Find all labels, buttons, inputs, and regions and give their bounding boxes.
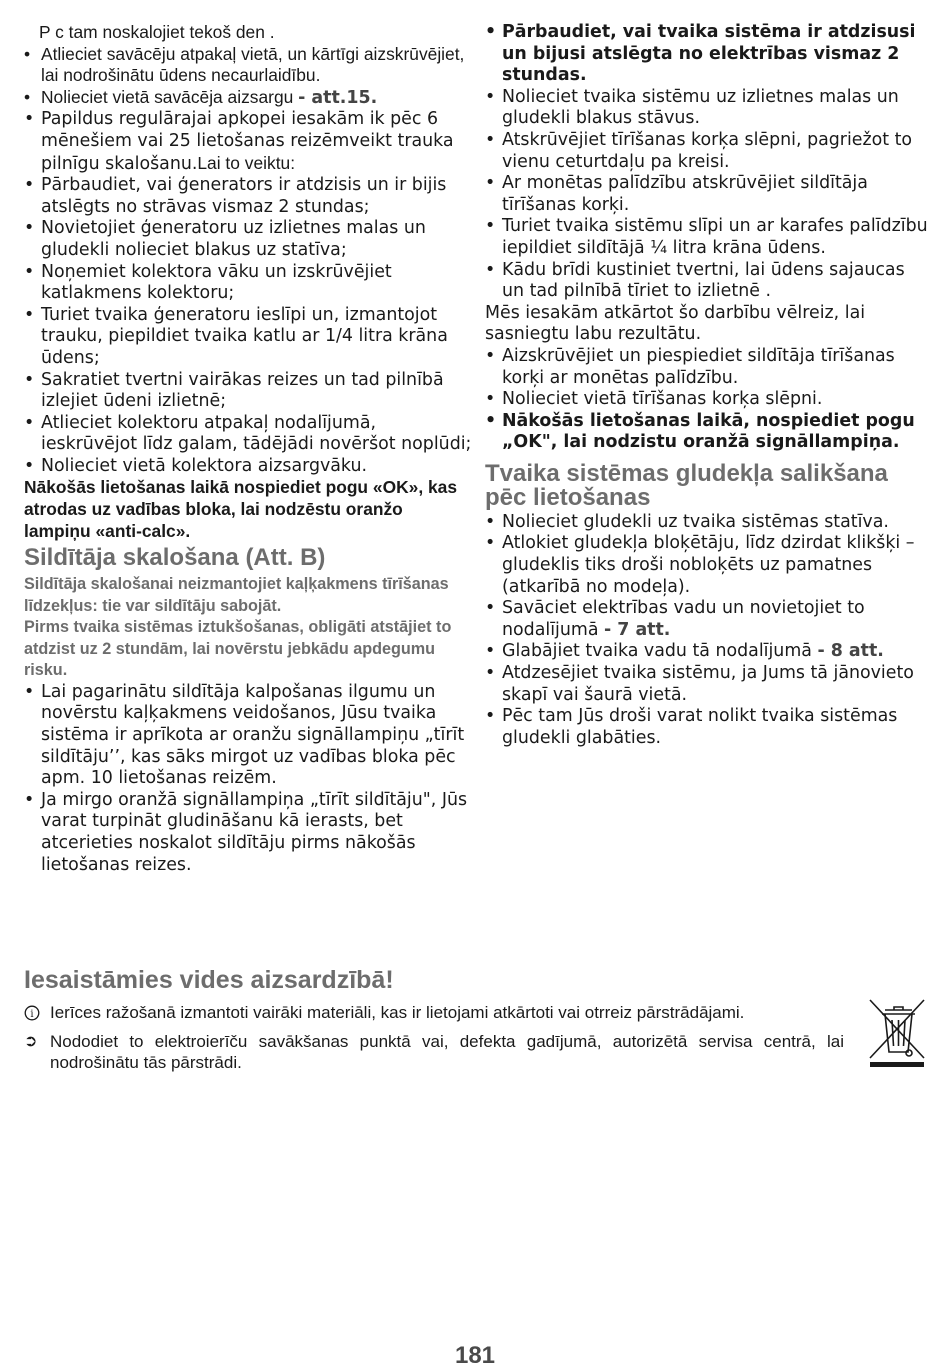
bullet-icon: •	[485, 598, 496, 619]
bullet-icon: •	[485, 259, 496, 280]
environment-item: i Ierīces ražošanā izmantoti vairāki materiāli, kas ir lietojami atkārtoti vai otrreiz pārstrādājami.	[24, 1002, 844, 1027]
bullet-icon: •	[24, 261, 35, 282]
list-item: • Pārbaudiet, vai tvaika sistēma ir atdzisusi un bijusi atslēgta no elektrības vismaz 2 stundas.	[485, 22, 916, 86]
bullet-icon: •	[24, 681, 35, 702]
bullet-icon: •	[24, 455, 35, 476]
crossed-out-wheelie-bin-icon	[866, 996, 928, 1068]
list-item: • Turiet tvaika sistēmu slīpi un ar karafes palīdzību iepildiet sildītājā ¼ litra krāna ūdens.	[485, 216, 928, 258]
list-item: • Papildus regulārajai apkopei iesakām ik pēc 6 mēnešiem vai 25 lietošanas reizēmveikt trauka pilnīgu skalošanu.Lai to veiktu:	[24, 109, 454, 174]
bullet-icon: •	[24, 109, 35, 130]
list-item: • Nolieciet vietā savācēja aizsargu - att.15.	[24, 86, 378, 108]
bullet-icon: •	[485, 216, 496, 237]
bullet-icon: •	[485, 345, 496, 366]
figure-ref: - 7 att.	[604, 619, 671, 640]
list-item: • Atdzesējiet tvaika sistēmu, ja Jums tā jānovieto skapī vai šaurā vietā.	[485, 663, 914, 705]
bullet-icon: •	[24, 369, 35, 390]
bullet-icon: •	[485, 533, 496, 554]
list-item: • Nolieciet vietā kolektora aizsargvāku.	[24, 455, 368, 476]
bullet-icon: •	[24, 218, 35, 239]
list-item: • Atskrūvējiet tīrīšanas korķa slēpni, pagriežot to vienu ceturtdaļu pa kreisi.	[485, 129, 913, 172]
right-column	[485, 22, 931, 749]
ok-button-note: Nākošās lietošanas laikā nospiediet pogu «OK», kas atrodas uz vadības bloka, lai nodzēstu oranžo lampiņu «anti-calc».	[24, 477, 457, 541]
figure-ref: - 8 att.	[817, 641, 884, 662]
page-number: 181	[454, 1342, 496, 1369]
bullet-icon: •	[485, 173, 496, 194]
list-item: • Nākošās lietošanas laikā, nospiediet pogu „OK", lai nodzistu oranžā signāllampiņa.	[485, 410, 915, 453]
environment-item: ➲ Nododiet to elektroierīču savākšanas punktā vai, defekta gadījumā, autorizētā servisa centrā, lai nodrošinātu tās pārstrādi.	[24, 1032, 844, 1072]
environment-heading: Iesaistāmies vides aizsardzībā!	[24, 966, 394, 994]
list-item: • Kādu brīdi kustiniet tvertni, lai ūdens sajaucas un tad pilnībā tīriet to izlietnē .	[485, 259, 905, 302]
list-item: • Noņemiet kolektora vāku un izskrūvējiet katlakmens kolektoru;	[24, 261, 392, 304]
bullet-icon: •	[485, 511, 496, 532]
figure-ref: - att.15.	[298, 87, 378, 108]
list-item: • Atlieciet savācēju atpakaļ vietā, un kārtīgi aizskrūvējiet, lai nodrošinātu ūdens necaurlaidību.	[24, 43, 465, 86]
svg-text:i: i	[30, 1009, 34, 1020]
bullet-icon: •	[485, 663, 496, 684]
warning-cooldown: Pirms tvaika sistēmas iztukšošanas, obligāti atstājiet to atdzist uz 2 stundām, lai novērstu jebkādu apdegumu risku.	[24, 618, 452, 680]
bullet-icon: •	[485, 706, 496, 727]
bullet-icon: •	[485, 22, 497, 42]
list-item: • Ja mirgo oranžā signāllampiņa „tīrīt sildītāju", Jūs varat turpināt gludināšanu kā ierasts, bet atcerieties noskalot sildītāju pirms nākošās lietošanas reizes.	[24, 789, 468, 875]
list-item: • Turiet tvaika ģeneratoru ieslīpi un, izmantojot trauku, piepildiet tvaika katlu ar 1/4 litra krāna ūdens;	[24, 304, 448, 368]
list-item: • Novietojiet ģeneratoru uz izlietnes malas un gludekli nolieciet blakus uz statīva;	[24, 218, 426, 260]
section-heading-storage: Tvaika sistēmas gludekļa salikšana pēc lietošanas	[485, 459, 888, 511]
bullet-icon: •	[485, 129, 496, 150]
list-item: • Glabājiet tvaika vadu tā nodalījumā - 8 att.	[485, 641, 884, 662]
list-item: • Nolieciet gludekli uz tvaika sistēmas statīva.	[485, 511, 889, 532]
left-column	[24, 22, 472, 876]
bullet-icon: •	[485, 389, 496, 410]
list-item: • Pārbaudiet, vai ģenerators ir atdzisis un ir bijis atslēgts no strāvas vismaz 2 stundas;	[24, 175, 447, 217]
bullet-icon: •	[24, 175, 35, 196]
list-item: • Atlieciet kolektoru atpakaļ nodalījumā, ieskrūvējot līdz galam, tādējādi novēršot noplūdi;	[24, 412, 472, 455]
section-heading-heater-rinse: Sildītāja skalošana (Att. B)	[24, 544, 326, 572]
bullet-icon: •	[485, 86, 496, 107]
list-item: • Sakratiet tvertni vairākas reizes un tad pilnībā izlejiet ūdeni izlietnē;	[24, 369, 444, 412]
bullet-icon: •	[24, 412, 35, 433]
bullet-icon: •	[485, 641, 496, 662]
warning-descaler: Sildītāja skalošanai neizmantojiet kaļķakmens tīrīšanas līdzekļus: tie var sildītāju sabojāt.	[24, 575, 449, 615]
bullet-icon: •	[24, 86, 31, 107]
bullet-icon: •	[485, 410, 497, 431]
repeat-advice: Mēs iesakām atkārtot šo darbību vēlreiz, lai sasniegtu labu rezultātu.	[485, 302, 866, 345]
list-item: • Savāciet elektrības vadu un novietojiet to nodalījumā - 7 att.	[485, 598, 865, 640]
environment-section	[24, 966, 844, 1077]
list-item: • Nolieciet vietā tīrīšanas korķa slēpni.	[485, 389, 823, 410]
list-item: • Pēc tam Jūs droši varat nolikt tvaika sistēmas gludekli glabāties.	[485, 706, 898, 748]
bullet-icon: •	[24, 304, 35, 325]
rinse-line: P c tam noskalojiet tekoš den .	[39, 22, 275, 42]
list-item: • Ar monētas palīdzību atskrūvējiet sildītāja tīrīšanas korķi.	[485, 173, 868, 215]
bullet-icon: •	[24, 789, 35, 810]
list-item: • Nolieciet tvaika sistēmu uz izlietnes malas un gludekli blakus stāvus.	[485, 86, 899, 129]
list-item: • Atlokiet gludekļa bloķētāju, līdz dzirdat klikšķi – gludeklis tiks droši nobloķēts uz pamatnes (atkarībā no modeļa).	[485, 533, 915, 597]
info-circle-icon	[24, 1002, 50, 1027]
arrow-circle-icon: ➲	[24, 1033, 38, 1050]
bullet-icon: •	[24, 43, 31, 64]
list-item: • Aizskrūvējiet un piespiediet sildītāja tīrīšanas korķi ar monētas palīdzību.	[485, 345, 895, 388]
list-item: • Lai pagarinātu sildītāja kalpošanas ilgumu un novērstu kaļķakmens veidošanos, Jūsu tvaika sistēma ir aprīkota ar oranžu signāllampiņu „tīrīt sildītāju’’, kas sāks mirgot uz vadības bloka pēc apm. 10 lietošanas reizēm.	[24, 681, 465, 789]
